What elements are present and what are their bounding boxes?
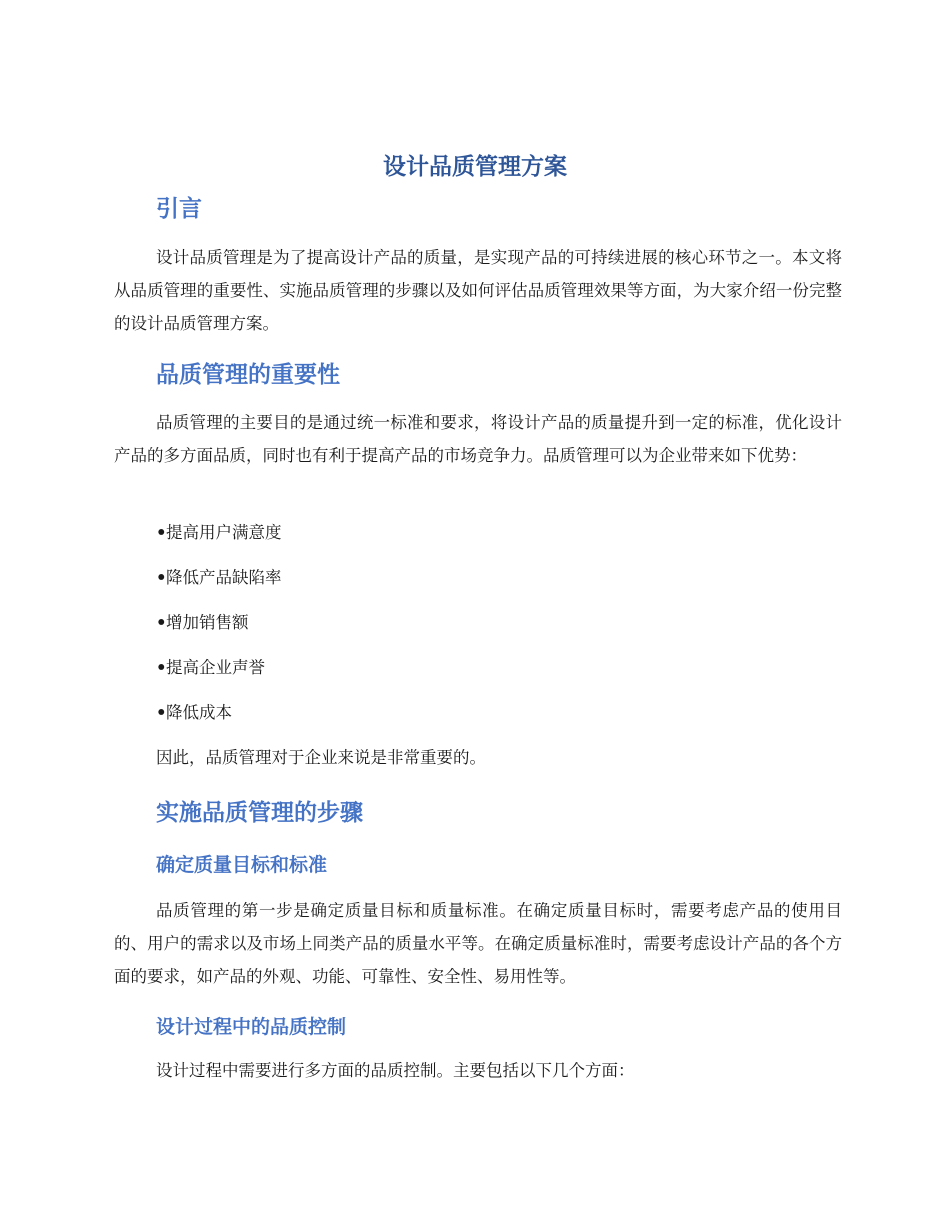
importance-conclusion: 因此，品质管理对于企业来说是非常重要的。 — [156, 748, 486, 767]
list-item-text: 降低产品缺陷率 — [166, 568, 282, 587]
list-item-text: 提高用户满意度 — [166, 523, 282, 542]
bullet-marker: • — [156, 568, 167, 587]
importance-paragraph: 品质管理的主要目的是通过统一标准和要求，将设计产品的质量提升到一定的标准，优化设计产品的多方面品质，同时也有利于提高产品的市场竞争力。品质管理可以为企业带来如下优势： — [114, 413, 842, 465]
bullet-marker: • — [156, 613, 167, 632]
document-title: 设计品质管理方案 — [383, 154, 567, 180]
list-item — [156, 521, 282, 545]
list-item — [156, 701, 232, 725]
subheading-quality-goals: 确定质量目标和标准 — [156, 854, 328, 876]
bullet-marker: • — [156, 658, 167, 677]
list-item-text: 降低成本 — [166, 703, 232, 722]
list-item — [156, 611, 249, 635]
bullet-marker: • — [156, 523, 167, 542]
subheading-quality-control: 设计过程中的品质控制 — [156, 1016, 347, 1038]
heading-intro: 引言 — [156, 196, 202, 222]
quality-goals-paragraph: 品质管理的第一步是确定质量目标和质量标准。在确定质量目标时，需要考虑产品的使用目的、用户的需求以及市场上同类产品的质量水平等。在确定质量标准时，需要考虑设计产品的各个方面的要求，如产品的外观、功能、可靠性、安全性、易用性等。 — [114, 901, 842, 986]
intro-paragraph: 设计品质管理是为了提高设计产品的质量，是实现产品的可持续进展的核心环节之一。本文将从品质管理的重要性、实施品质管理的步骤以及如何评估品质管理效果等方面，为大家介绍一份完整的设计品质管理方案。 — [114, 248, 842, 333]
bullet-marker: • — [156, 703, 167, 722]
list-item-text: 提高企业声誉 — [166, 658, 265, 677]
list-item-text: 增加销售额 — [166, 613, 249, 632]
heading-importance: 品质管理的重要性 — [156, 362, 340, 388]
quality-control-paragraph: 设计过程中需要进行多方面的品质控制。主要包括以下几个方面： — [156, 1061, 635, 1080]
list-item — [156, 656, 265, 680]
list-item — [156, 566, 282, 590]
heading-steps: 实施品质管理的步骤 — [156, 800, 363, 826]
